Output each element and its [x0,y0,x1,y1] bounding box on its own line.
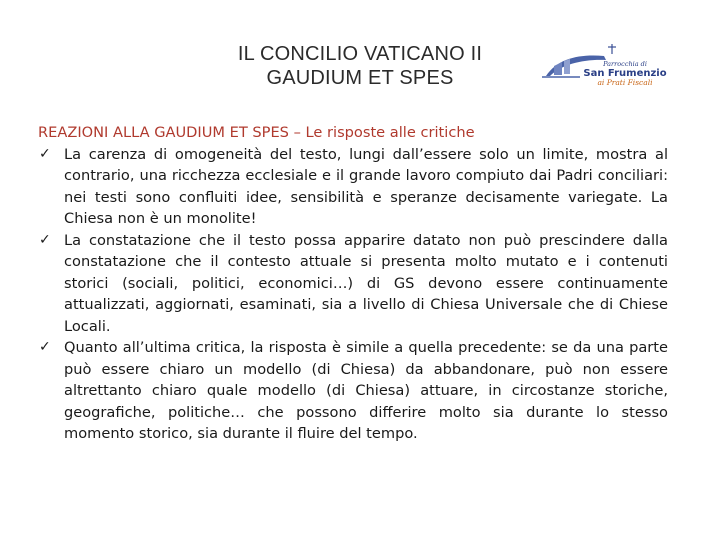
check-mark-icon: ✓ [39,231,51,248]
slide-title [150,42,570,90]
check-mark-icon: ✓ [39,339,51,355]
section-heading: REAZIONI ALLA GAUDIUM ET SPES – Le risposte alle critiche [38,124,475,141]
logo-main-text: San Frumenzio [583,68,667,79]
logo-small-text: Parrocchia di [603,60,647,68]
list-item-text: La carenza di omogeneità del testo, lungi dall’essere solo un limite, mostra al contrario, una ricchezza ecclesiale e il grande lavoro compiuto dai Padri conciliari: nei testi sono confluiti idee, sensibilità e speranze decisamente variegate. La Chiesa non è un monolite! [64,145,668,227]
list-item [38,230,668,338]
list-item-text: Quanto all’ultima critica, la risposta è simile a quella precedente: se da una parte può essere chiaro un modello (di Chiesa) da abbandonare, può non essere altrettanto chiaro quale modello (di Chiesa) attuare, in circostanze storiche, geografiche, politiche… che possono differire molto sia durante lo stesso momento storico, sia durante il fluire del tempo. [64,339,668,442]
title-line-2: GAUDIUM ET SPES [266,67,454,89]
list-item [38,144,668,230]
slide-content [38,122,668,445]
title-line-1: IL CONCILIO VATICANO II [237,43,483,65]
list-item [38,337,668,445]
logo-sub-text: ai Prati Fiscali [597,78,653,87]
response-list [38,144,668,445]
logo-text [580,42,670,87]
list-item-text: La constatazione che il testo possa apparire datato non può prescindere dalla constatazione che il contesto attuale si presenta molto mutato e i contenuti storici (sociali, politici, economici…) di GS devono essere continuamente attualizzati, aggiornati, esaminati, sia a livello di Chiesa Universale che di Chiese Locali. [64,231,668,335]
check-mark-icon: ✓ [39,145,51,162]
parish-logo [540,42,670,88]
